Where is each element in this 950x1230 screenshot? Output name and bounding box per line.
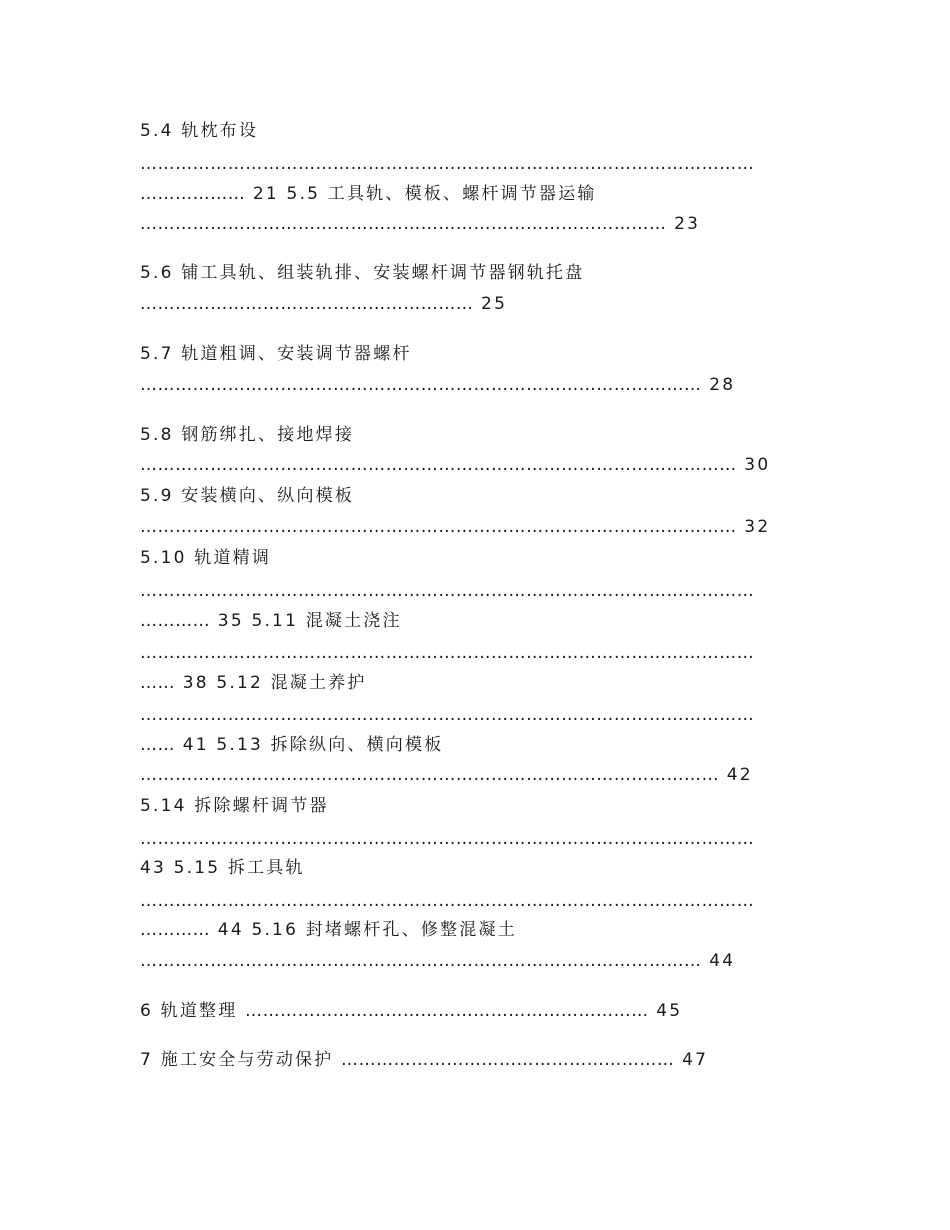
toc-line [140,516,770,538]
toc-heading-5-7: 5.7 轨道粗调、安装调节器螺杆 [140,344,412,364]
toc-line [140,764,753,786]
toc-heading-5-14: 5.14 拆除螺杆调节器 [140,796,329,816]
toc-page-number: 45 [648,1001,683,1021]
toc-line [140,213,700,235]
toc-heading-5-10: 5.10 轨道精调 [140,548,272,568]
toc-leader-dots: …………………………………………………………………………………………… [140,581,755,601]
toc-leader-dots: …………………………………………………………………………………… [140,375,702,395]
toc-page-number: 25 [473,294,508,314]
toc-entry-text: 41 5.13 拆除纵向、横向模板 [175,735,444,755]
toc-line [140,454,770,476]
toc-entry-text: 44 5.16 封堵螺杆孔、修整混凝土 [210,920,517,940]
toc-line [140,374,735,396]
toc-leader-dots: …………………………………………………………………………………………… [140,829,755,849]
toc-line [140,183,597,205]
toc-leader-dots: ……………………………………………………………………………………… [140,765,720,785]
toc-line [140,950,735,972]
toc-heading-5-4: 5.4 轨枕布设 [140,121,259,141]
toc-page-number: 30 [736,455,771,475]
toc-leader-dots: …… [140,673,176,693]
toc-leader-dots: …………………………………………………………………………………………… [140,154,755,174]
toc-entry-text: 21 5.5 工具轨、模板、螺杆调节器运输 [245,184,597,204]
toc-line [140,1000,682,1022]
toc-page-number: 44 [701,951,736,971]
toc-leader-dots: ………………………………………………………………………………………… [140,455,737,475]
toc-leader-dots: ………… [140,920,211,940]
toc-page-number: 42 [719,765,753,785]
toc-leader-dots: ………………………………………………… [140,294,474,314]
toc-heading-7: 7 施工安全与劳动保护 [140,1050,342,1070]
toc-leader-dots: …………………………………………………………… [245,1001,649,1021]
toc-leader-dots: …………………………………………………………………………………………… [140,891,755,911]
toc-leader-dots: …………………………………………………………………………………………… [140,643,755,663]
toc-entry-text: 43 5.15 拆工具轨 [140,858,305,878]
toc-leader-dots: ………………………………………………… [341,1050,675,1070]
toc-leader-dots: …………………………………………………………………………………………… [140,705,755,725]
toc-entry-text: 35 5.11 混凝土浇注 [210,611,402,631]
toc-heading-6: 6 轨道整理 [140,1001,246,1021]
toc-heading-5-8: 5.8 钢筋绑扎、接地焊接 [140,425,355,445]
toc-leader-dots: …… [140,735,176,755]
toc-page-number: 32 [736,517,771,537]
toc-page-number: 28 [701,375,736,395]
toc-leader-dots: …………………………………………………………………………………… [140,951,702,971]
toc-line [140,610,402,632]
toc-line [140,672,367,694]
toc-entry-text: 38 5.12 混凝土养护 [175,673,367,693]
toc-line [140,919,517,941]
toc-page-number: 23 [666,214,701,234]
toc-heading-5-6: 5.6 铺工具轨、组装轨排、安装螺杆调节器钢轨托盘 [140,263,585,283]
toc-heading-5-9: 5.9 安装横向、纵向模板 [140,486,355,506]
toc-line [140,734,443,756]
toc-line [140,293,507,315]
toc-leader-dots: ……………………………………………………………………………… [140,214,667,234]
toc-page-number: 47 [674,1050,709,1070]
toc-leader-dots: ……………… [140,184,246,204]
toc-leader-dots: ………… [140,611,211,631]
toc-leader-dots: ………………………………………………………………………………………… [140,517,737,537]
toc-line [140,1049,708,1071]
